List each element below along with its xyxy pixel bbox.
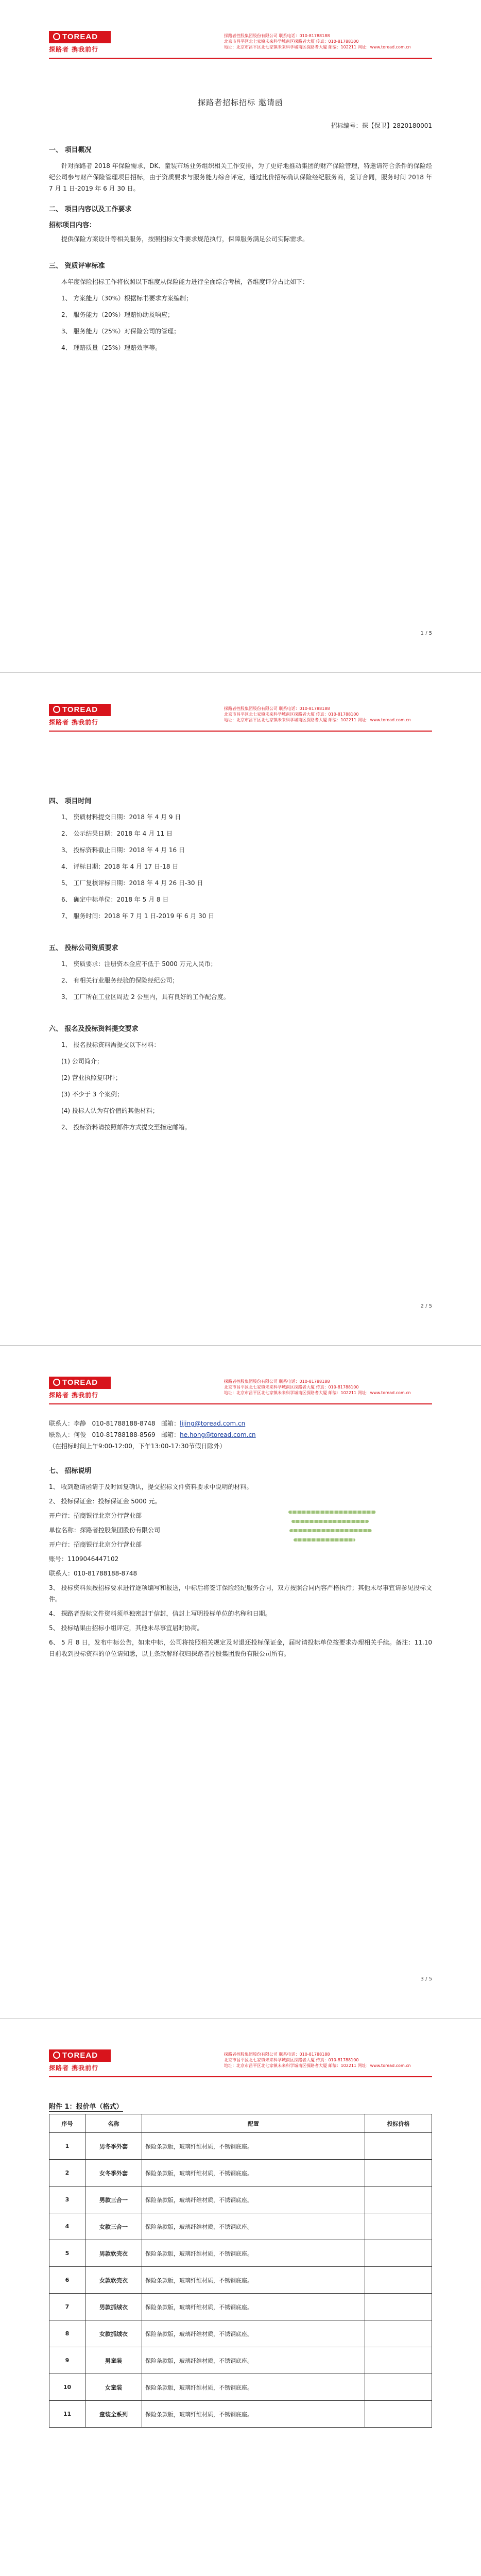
table-row <box>49 2320 432 2347</box>
item-name: 女款抓绒衣 <box>85 2320 142 2347</box>
row-number: 9 <box>49 2347 85 2374</box>
bid-price-cell[interactable] <box>365 2213 432 2240</box>
item-name: 童装全系列 <box>85 2401 142 2428</box>
bank-line: 联系人：010-81788188-8748 <box>49 1570 138 1577</box>
table-row <box>49 2374 432 2401</box>
section-heading: 二、 项目内容以及工作要求 <box>49 206 132 213</box>
table-header-row <box>49 2114 432 2133</box>
logo-text: TOREAD <box>62 1378 98 1387</box>
table-row <box>49 2267 432 2294</box>
email-link[interactable]: lijing@toread.com.cn <box>180 1420 246 1427</box>
document-page-2 <box>0 673 481 1346</box>
row-number: 2 <box>49 2160 85 2187</box>
list-item: 6、 确定中标单位：2018 年 5 月 8 日 <box>61 896 169 903</box>
bank-line: 单位名称：探路者控股集团股份有限公司 <box>49 1527 161 1534</box>
section-heading: 三、 资质评审标准 <box>49 262 105 270</box>
header-divider <box>49 1403 432 1404</box>
document-page-4 <box>0 2019 481 2576</box>
letterhead <box>49 704 432 735</box>
row-number: 7 <box>49 2294 85 2320</box>
bid-price-cell[interactable] <box>365 2240 432 2267</box>
paragraph: 本年度保险招标工作将依照以下维度从保险能力进行全面综合考核，各维度评分占比如下： <box>61 278 309 285</box>
section-heading: 六、 报名及投标资料提交要求 <box>49 1025 139 1033</box>
item-config: 保险条款版，玻璃纤维材质，不锈钢底座。 <box>142 2187 365 2213</box>
page-body <box>49 786 432 1138</box>
header-divider <box>49 731 432 732</box>
bid-price-cell[interactable] <box>365 2187 432 2213</box>
item-config: 保险条款版，玻璃纤维材质，不锈钢底座。 <box>142 2401 365 2428</box>
logo-text: TOREAD <box>62 32 98 41</box>
list-item: (4) 投标人认为有价值的其他材料； <box>61 1107 159 1114</box>
compass-icon <box>53 706 60 713</box>
row-number: 1 <box>49 2133 85 2160</box>
page-number: 2 / 5 <box>420 1303 432 1309</box>
criteria-list <box>49 293 432 353</box>
item-config: 保险条款版，玻璃纤维材质，不锈钢底座。 <box>142 2347 365 2374</box>
column-header: 序号 <box>49 2114 85 2133</box>
bid-price-cell[interactable] <box>365 2160 432 2187</box>
document-page-1 <box>0 0 481 673</box>
contact-line-2: 联系人：何俊 010-81788188-8569 邮箱：he.hong@toread.com.cn <box>49 1431 256 1438</box>
list-item: 1、 方案能力（30%）根据标书要求方案编制； <box>61 295 193 302</box>
bank-line: 账号：1109046447102 <box>49 1555 119 1563</box>
paragraph: 5、 投标结果由招标小组评定，其他未尽事宜届时协商。 <box>49 1624 203 1632</box>
page-body <box>49 72 432 359</box>
letterhead <box>49 31 432 62</box>
list-item: 2、 服务能力（20%）理赔协助及响应； <box>61 311 174 318</box>
table-row <box>49 2294 432 2320</box>
bid-price-cell[interactable] <box>365 2133 432 2160</box>
list-item: 1、 资质材料提交日期：2018 年 4 月 9 日 <box>61 814 181 821</box>
column-header: 配置 <box>142 2114 365 2133</box>
item-config: 保险条款版，玻璃纤维材质，不锈钢底座。 <box>142 2213 365 2240</box>
letterhead-address: 探路者控股集团股份有限公司 联系电话：010-81788188 北京市昌平区北七家镇未来科学城南区探路者大厦 传真：010-81788100 地址：北京市昌平区北七家镇未来科学城南区探路者大厦 邮编：102211 网址：www.toread.com.cn <box>224 2052 411 2068</box>
section-heading: 五、 投标公司资质要求 <box>49 944 118 952</box>
bid-price-cell[interactable] <box>365 2401 432 2428</box>
subheading: 招标项目内容： <box>49 222 96 229</box>
bid-price-cell[interactable] <box>365 2267 432 2294</box>
email-link[interactable]: he.hong@toread.com.cn <box>180 1431 256 1438</box>
item-config: 保险条款版，玻璃纤维材质，不锈钢底座。 <box>142 2267 365 2294</box>
bid-price-cell[interactable] <box>365 2374 432 2401</box>
toread-logo <box>49 31 111 55</box>
item-name: 男款软壳衣 <box>85 2240 142 2267</box>
list-item: 2、 公示结果日期：2018 年 4 月 11 日 <box>61 830 173 837</box>
paragraph: 2、 投标保证金：投标保证金 5000 元。 <box>49 1498 161 1505</box>
bank-line: 开户行：招商银行北京分行营业部 <box>49 1541 142 1548</box>
toread-logo <box>49 704 111 727</box>
attachment-title: 附件 1：报价单（格式） <box>49 2103 123 2111</box>
list-item: 4、 评标日期：2018 年 4 月 17 日-18 日 <box>61 863 179 870</box>
compass-icon <box>53 1379 60 1386</box>
logo-slogan: 探路者 携我前行 <box>49 1392 99 1399</box>
bid-code: 招标编号：探【保卫】2820180001 <box>331 122 432 129</box>
row-number: 8 <box>49 2320 85 2347</box>
list-item: 2、 有相关行业服务经验的保险经纪公司； <box>61 977 179 984</box>
letterhead-address: 探路者控股集团股份有限公司 联系电话：010-81788188 北京市昌平区北七家镇未来科学城南区探路者大厦 传真：010-81788100 地址：北京市昌平区北七家镇未来科学城南区探路者大厦 邮编：102211 网址：www.toread.com.cn <box>224 33 411 49</box>
logo-slogan: 探路者 携我前行 <box>49 719 99 726</box>
row-number: 5 <box>49 2240 85 2267</box>
bid-price-cell[interactable] <box>365 2320 432 2347</box>
compass-icon <box>53 33 60 40</box>
logo-slogan: 探路者 携我前行 <box>49 46 99 53</box>
item-config: 保险条款版，玻璃纤维材质，不锈钢底座。 <box>142 2294 365 2320</box>
list-item: 3、 服务能力（25%）对保险公司的管理； <box>61 328 180 335</box>
item-name: 女款三合一 <box>85 2213 142 2240</box>
item-config: 保险条款版，玻璃纤维材质，不锈钢底座。 <box>142 2160 365 2187</box>
item-config: 保险条款版，玻璃纤维材质，不锈钢底座。 <box>142 2374 365 2401</box>
page-number: 3 / 5 <box>420 1976 432 1982</box>
letterhead-address: 探路者控股集团股份有限公司 联系电话：010-81788188 北京市昌平区北七家镇未来科学城南区探路者大厦 传真：010-81788100 地址：北京市昌平区北七家镇未来科学城南区探路者大厦 邮编：102211 网址：www.toread.com.cn <box>224 706 411 722</box>
paragraph: 4、 探路者投标文件资料须单独密封于信封，信封上写明投标单位的名称和日期。 <box>49 1610 271 1617</box>
table-body <box>49 2133 432 2428</box>
quote-table <box>49 2114 432 2428</box>
paragraph: 3、 投标资料须按招标要求进行逐项编写和报送，中标后将签订保险经纪服务合同，双方按照合同内容严格执行；其他未尽事宜请参见投标文件。 <box>49 1584 432 1603</box>
table-row <box>49 2347 432 2374</box>
column-header: 名称 <box>85 2114 142 2133</box>
section-heading: 四、 项目时间 <box>49 798 92 805</box>
table-row <box>49 2160 432 2187</box>
document-page-3 <box>0 1346 481 2019</box>
contact-line-1: 联系人：李静 010-81788188-8748 邮箱：lijing@toread.com.cn <box>49 1420 246 1427</box>
list-item: (2) 营业执照复印件； <box>61 1074 122 1081</box>
bank-line: 开户行：招商银行北京分行营业部 <box>49 1512 142 1519</box>
column-header: 投标价格 <box>365 2114 432 2133</box>
row-number: 3 <box>49 2187 85 2213</box>
list-item: 1、 报名投标资料需提交以下材料： <box>61 1041 160 1048</box>
letterhead <box>49 1377 432 1408</box>
letterhead <box>49 2049 432 2080</box>
list-item: 2、 投标资料请按照邮件方式提交至指定邮箱。 <box>61 1124 191 1131</box>
paragraph: 针对探路者 2018 年保险需求，DK、童装市场业务组织相关工作安排，为了更好地推动集团的财产保险管理，特邀请符合条件的保险经纪公司参与财产保险管理项目招标，由于资质要求与服务能力综合评定，通过比价招标确认保险经纪服务商，签订合同，服务时间 2018 年 7 月 1 日-2019 年 6 月 30 日。 <box>49 162 432 192</box>
list-item: 3、 工厂所在工业区周边 2 公里内，具有良好的工作配合度。 <box>61 993 230 1001</box>
list-item: 5、 工厂复核评标日期：2018 年 4 月 26 日-30 日 <box>61 879 203 887</box>
item-name: 男款三合一 <box>85 2187 142 2213</box>
bid-price-cell[interactable] <box>365 2347 432 2374</box>
list-item: (1) 公司简介； <box>61 1058 103 1065</box>
item-name: 男冬季外套 <box>85 2133 142 2160</box>
header-divider <box>49 58 432 59</box>
handwritten-mark <box>288 1505 381 1567</box>
item-name: 男童装 <box>85 2347 142 2374</box>
bid-price-cell[interactable] <box>365 2294 432 2320</box>
toread-logo <box>49 1377 111 1400</box>
list-item: 3、 投标资料截止日期：2018 年 4 月 16 日 <box>61 846 185 854</box>
table-row <box>49 2240 432 2267</box>
list-item: 1、 资质要求：注册资本金应不低于 5000 万元人民币； <box>61 960 217 968</box>
item-name: 女童装 <box>85 2374 142 2401</box>
letterhead-address: 探路者控股集团股份有限公司 联系电话：010-81788188 北京市昌平区北七家镇未来科学城南区探路者大厦 传真：010-81788100 地址：北京市昌平区北七家镇未来科学城南区探路者大厦 邮编：102211 网址：www.toread.com.cn <box>224 1379 411 1395</box>
paragraph: 提供保险方案设计等相关服务，按照招标文件要求规范执行，保障服务满足公司实际需求。 <box>61 235 309 243</box>
document-title: 探路者招标招标 邀请函 <box>198 98 283 107</box>
paragraph: 1、 收到邀请函请于及时回复确认，提交招标文件资料要求中说明的材料。 <box>49 1483 253 1490</box>
item-config: 保险条款版，玻璃纤维材质，不锈钢底座。 <box>142 2240 365 2267</box>
page-number: 1 / 5 <box>420 631 432 636</box>
section-heading: 七、 招标说明 <box>49 1467 92 1475</box>
item-config: 保险条款版，玻璃纤维材质，不锈钢底座。 <box>142 2320 365 2347</box>
row-number: 11 <box>49 2401 85 2428</box>
item-name: 男款抓绒衣 <box>85 2294 142 2320</box>
row-number: 10 <box>49 2374 85 2401</box>
section-heading: 一、 项目概况 <box>49 146 92 154</box>
row-number: 4 <box>49 2213 85 2240</box>
table-row <box>49 2133 432 2160</box>
table-row <box>49 2187 432 2213</box>
logo-slogan: 探路者 携我前行 <box>49 2064 99 2072</box>
page-body <box>49 2086 432 2428</box>
row-number: 6 <box>49 2267 85 2294</box>
item-name: 女款软壳衣 <box>85 2267 142 2294</box>
list-item: (3) 不少于 3 个案例； <box>61 1091 124 1098</box>
logo-text: TOREAD <box>62 2051 98 2060</box>
item-config: 保险条款版，玻璃纤维材质，不锈钢底座。 <box>142 2133 365 2160</box>
paragraph: 6、 5 月 8 日，发布中标公告，如未中标，公司将按照相关规定及时退还投标保证金，届时请投标单位按要求办理相关手续。备注：11.10 日前收到投标资料的单位请知悉，以上条款解释权归探路者控股集团股份有限公司所有。 <box>49 1639 432 1657</box>
toread-logo <box>49 2049 111 2073</box>
header-divider <box>49 2076 432 2077</box>
list-item: 7、 服务时间：2018 年 7 月 1 日-2019 年 6 月 30 日 <box>61 912 215 920</box>
contact-hours: （在招标时间上午9:00-12:00，下午13:00-17:30节假日除外） <box>49 1443 226 1450</box>
list-item: 4、 理赔质量（25%）理赔效率等。 <box>61 344 162 351</box>
logo-text: TOREAD <box>62 705 98 714</box>
item-name: 女冬季外套 <box>85 2160 142 2187</box>
compass-icon <box>53 2052 60 2059</box>
table-row <box>49 2213 432 2240</box>
table-row <box>49 2401 432 2428</box>
